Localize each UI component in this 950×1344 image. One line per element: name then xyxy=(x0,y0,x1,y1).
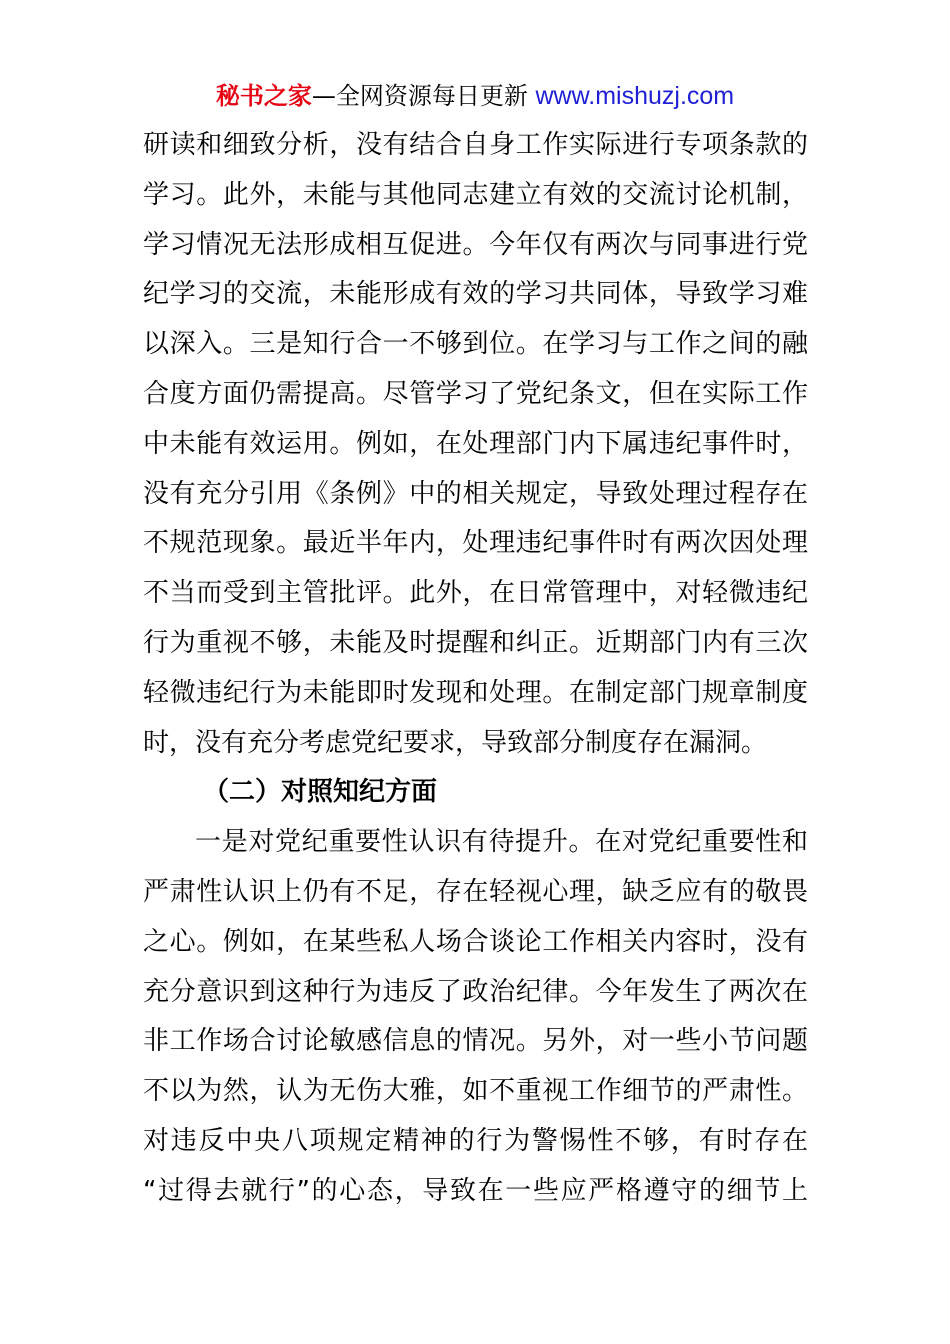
paragraph-line: 不以为然，认为无伤大雅，如不重视工作细节的严肃性。 xyxy=(143,1076,808,1107)
paragraph-line: 对违反中央八项规定精神的行为警惕性不够，有时存在 xyxy=(143,1125,808,1156)
paragraph-line: 轻微违纪行为未能即时发现和处理。在制定部门规章制度 xyxy=(143,677,808,708)
paragraph-line: 不当而受到主管批评。此外，在日常管理中，对轻微违纪 xyxy=(143,578,808,609)
paragraph-line: 严肃性认识上仍有不足，存在轻视心理，缺乏应有的敬畏 xyxy=(143,876,808,907)
section-heading: （二）对照知纪方面 xyxy=(203,777,438,808)
paragraph-line: 研读和细致分析，没有结合自身工作实际进行专项条款的 xyxy=(143,130,808,160)
paragraph-line: 合度方面仍需提高。尽管学习了党纪条文，但在实际工作 xyxy=(143,378,808,409)
site-brand: 秘书之家 xyxy=(215,82,312,110)
paragraph-line: 充分意识到这种行为违反了政治纪律。今年发生了两次在 xyxy=(143,976,808,1007)
paragraph-line: 时，没有充分考虑党纪要求，导致部分制度存在漏洞。 xyxy=(143,727,768,758)
paragraph-line: 学习。此外，未能与其他同志建立有效的交流讨论机制， xyxy=(143,179,808,210)
paragraph-line: 中未能有效运用。例如，在处理部门内下属违纪事件时， xyxy=(143,428,808,459)
paragraph-line: 纪学习的交流，未能形成有效的学习共同体，导致学习难 xyxy=(143,279,808,310)
paragraph-line: “过得去就行”的心态，导致在一些应严格遵守的细节上 xyxy=(143,1175,808,1206)
paragraph-line: 不规范现象。最近半年内，处理违纪事件时有两次因处理 xyxy=(143,528,808,559)
paragraph-line: 学习情况无法形成相互促进。今年仅有两次与同事进行党 xyxy=(143,229,808,260)
paragraph-line: 没有充分引用《条例》中的相关规定，导致处理过程存在 xyxy=(143,478,808,509)
page-header xyxy=(0,76,950,116)
paragraph-line: 非工作场合讨论敏感信息的情况。另外，对一些小节问题 xyxy=(143,1026,808,1057)
paragraph-line: 一是对党纪重要性认识有待提升。在对党纪重要性和 xyxy=(195,827,808,858)
site-url-link[interactable]: www.mishuzj.com xyxy=(535,82,735,110)
paragraph-line: 之心。例如，在某些私人场合谈论工作相关内容时，没有 xyxy=(143,926,808,957)
document-body xyxy=(143,121,808,1217)
paragraph-line: 行为重视不够，未能及时提醒和纠正。近期部门内有三次 xyxy=(143,627,808,658)
paragraph-line: 以深入。三是知行合一不够到位。在学习与工作之间的融 xyxy=(143,329,808,360)
site-slogan: —全网资源每日更新 xyxy=(311,82,528,110)
